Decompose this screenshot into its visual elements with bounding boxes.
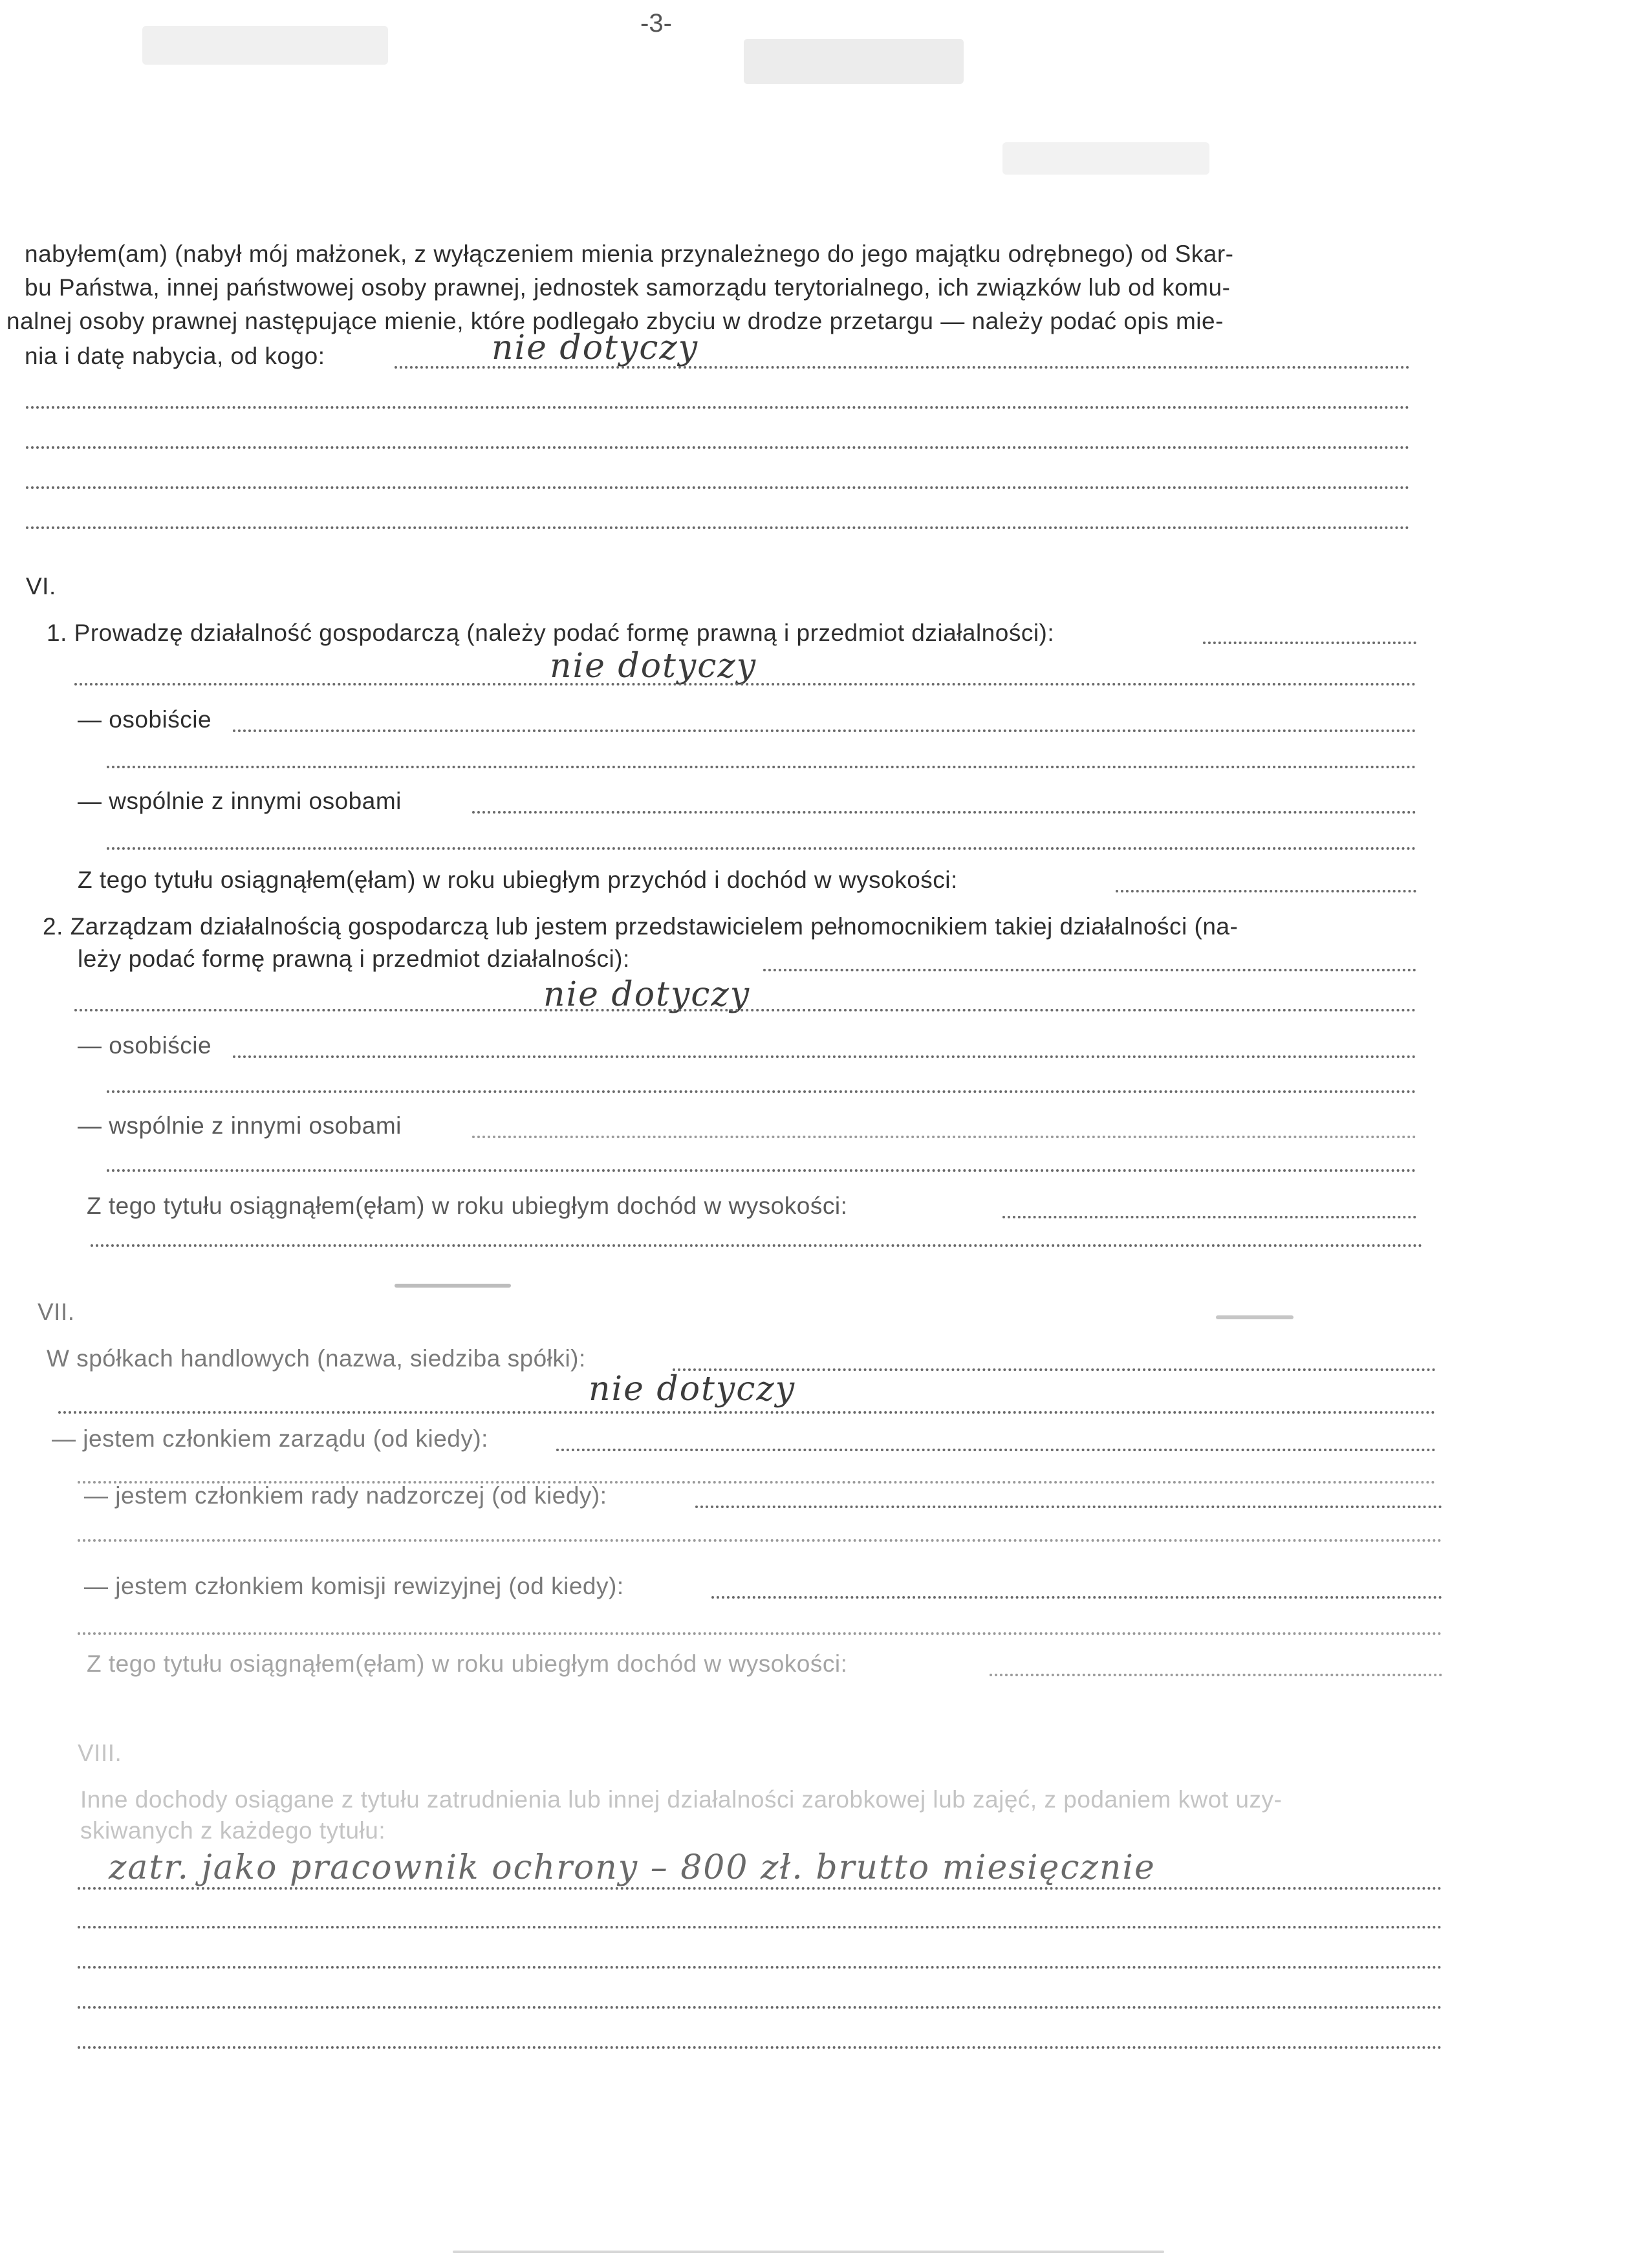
handwritten-answer: nie dotyczy	[492, 329, 699, 367]
handwritten-answer: zatr. jako pracownik ochrony – 800 zł. brutto miesięcznie	[109, 1848, 1156, 1887]
section-vi-item-1: 1. Prowadzę działalność gospodarczą (należy podać formę prawną i przedmiot działalności):	[47, 620, 1055, 646]
section-v-line-2: bu Państwa, innej państwowej osoby prawnej, jednostek samorządu terytorialnego, ich związków lub od komu-	[25, 274, 1231, 301]
answer-line	[990, 1674, 1442, 1676]
section-v-line-3: nalnej osoby prawnej następujące mienie, które podlegało zbyciu w drodze przetargu — należy podać opis mie-	[6, 308, 1224, 334]
income-2-label: Z tego tytułu osiągnąłem(ęłam) w roku ubiegłym dochód w wysokości:	[87, 1193, 848, 1219]
answer-line	[1203, 642, 1416, 644]
answer-line	[26, 446, 1410, 449]
answer-line	[1002, 1216, 1416, 1218]
answer-line	[233, 1055, 1416, 1058]
answer-line	[26, 406, 1410, 409]
answer-line	[107, 847, 1416, 850]
section-viii-line-2: skiwanych z każdego tytułu:	[80, 1817, 386, 1844]
answer-line	[1116, 890, 1416, 892]
osobiscie-label-2: — osobiście	[78, 1032, 212, 1059]
wspolnie-label: — wspólnie z innymi osobami	[78, 788, 402, 814]
section-vii-heading: VII.	[38, 1299, 75, 1325]
scan-smudge	[453, 2251, 1164, 2253]
answer-line	[26, 526, 1410, 529]
answer-line	[78, 1632, 1442, 1635]
answer-line	[107, 766, 1416, 768]
answer-line	[472, 811, 1416, 814]
answer-line	[556, 1449, 1436, 1451]
answer-line	[233, 729, 1416, 732]
answer-line	[91, 1244, 1423, 1247]
answer-line	[78, 2006, 1442, 2009]
scan-smudge	[1216, 1315, 1294, 1319]
zarzad-label: — jestem członkiem zarządu (od kiedy):	[52, 1425, 488, 1452]
answer-line	[78, 1539, 1442, 1542]
wspolnie-label-2: — wspólnie z innymi osobami	[78, 1112, 402, 1139]
scan-smudge	[744, 39, 964, 84]
section-viii-line-1: Inne dochody osiągane z tytułu zatrudnienia lub innej działalności zarobkowej lub zajęć, z podaniem kwot uzy-	[80, 1786, 1283, 1813]
income-1-label: Z tego tytułu osiągnąłem(ęłam) w roku ubiegłym przychód i dochód w wysokości:	[78, 867, 958, 893]
answer-line	[78, 2046, 1442, 2049]
section-v-line-1: nabyłem(am) (nabył mój małżonek, z wyłączeniem mienia przynależnego do jego majątku odrębnego) od Skar-	[25, 241, 1234, 267]
section-v-line-4: nia i datę nabycia, od kogo:	[25, 343, 325, 369]
scan-smudge	[142, 26, 388, 65]
answer-line	[74, 1009, 1416, 1011]
answer-line	[26, 486, 1410, 489]
answer-line	[472, 1136, 1416, 1138]
page-number: -3-	[640, 9, 672, 38]
answer-line	[107, 1090, 1416, 1093]
scan-smudge	[1002, 142, 1209, 175]
komisja-label: — jestem członkiem komisji rewizyjnej (od kiedy):	[84, 1573, 624, 1599]
section-viii-heading: VIII.	[78, 1740, 122, 1766]
section-vi-item-2-line-2: leży podać formę prawną i przedmiot działalności):	[78, 945, 630, 972]
answer-line	[695, 1506, 1442, 1508]
handwritten-answer: nie dotyczy	[550, 647, 757, 686]
rada-label: — jestem członkiem rady nadzorczej (od kiedy):	[84, 1482, 607, 1509]
answer-line	[78, 1887, 1442, 1890]
handwritten-answer: nie dotyczy	[589, 1370, 796, 1409]
scan-smudge	[395, 1284, 511, 1288]
answer-line	[78, 1926, 1442, 1928]
answer-line	[763, 969, 1416, 971]
handwritten-answer: nie dotyczy	[543, 975, 751, 1014]
section-vii-intro: W spółkach handlowych (nazwa, siedziba spółki):	[47, 1345, 586, 1372]
income-vii-label: Z tego tytułu osiągnąłem(ęłam) w roku ubiegłym dochód w wysokości:	[87, 1650, 848, 1677]
section-vi-heading: VI.	[26, 573, 56, 599]
answer-line	[711, 1596, 1442, 1599]
answer-line	[78, 1966, 1442, 1969]
answer-line	[107, 1169, 1416, 1172]
answer-line	[58, 1411, 1436, 1414]
osobiscie-label: — osobiście	[78, 706, 212, 733]
answer-line	[74, 683, 1416, 686]
section-vi-item-2-line-1: 2. Zarządzam działalnością gospodarczą lub jestem przedstawicielem pełnomocnikiem takiej działalności (na-	[43, 913, 1239, 940]
